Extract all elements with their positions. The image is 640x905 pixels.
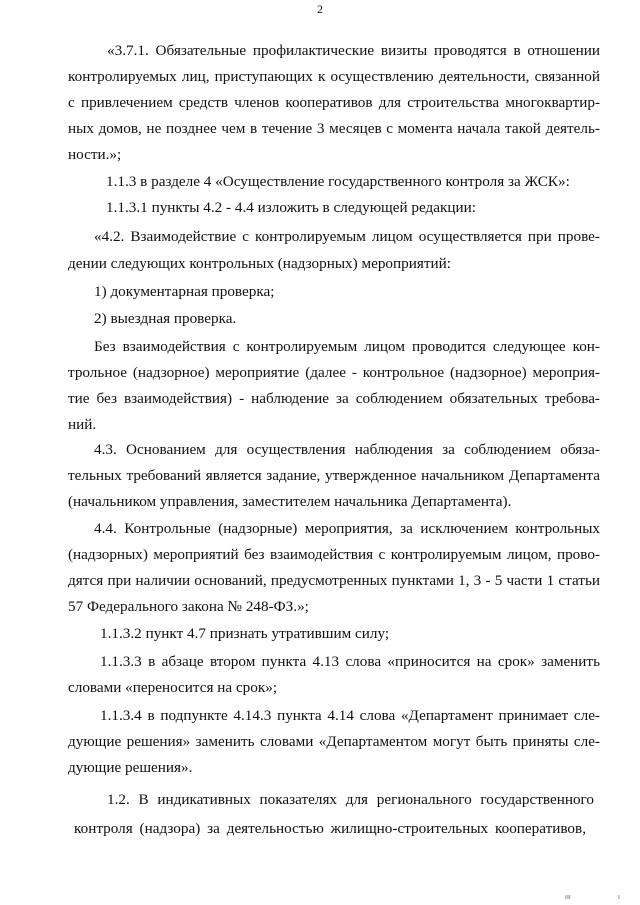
text-line: 4.4. Контрольные (надзорные) мероприятия, за исключением контрольных xyxy=(94,520,600,537)
text-line: 1.2. В индикативных показателях для регионального государственного xyxy=(107,791,594,808)
text-line: ний. xyxy=(68,416,97,433)
text-line: ных домов, не позднее чем в течение 3 месяцев с момента начала такой деятель- xyxy=(68,120,600,137)
text-line: ности.»; xyxy=(68,146,122,163)
text-line: 1.1.3 в разделе 4 «Осуществление государственного контроля за ЖСК»: xyxy=(106,173,570,190)
text-line: «4.2. Взаимодействие с контролируемым лицом осуществляется при прове- xyxy=(94,228,600,245)
text-line: 1.1.3.2 пункт 4.7 признать утратившим силу; xyxy=(100,625,390,642)
text-line: 4.3. Основанием для осуществления наблюдения за соблюдением обяза- xyxy=(94,441,600,458)
text-line: контроля (надзора) за деятельностью жилищно-строительных кооперативов, xyxy=(74,820,586,837)
text-line: 57 Федерального закона № 248-ФЗ.»; xyxy=(68,598,309,615)
text-line: «3.7.1. Обязательные профилактические визиты проводятся в отношении xyxy=(107,42,600,59)
text-line: контролируемых лиц, приступающих к осуществлению деятельности, связанной xyxy=(68,68,600,85)
text-line: словами «переносится на срок»; xyxy=(68,679,278,696)
text-line: 1.1.3.4 в подпункте 4.14.3 пункта 4.14 слова «Департамент принимает сле- xyxy=(100,707,600,724)
text-line: (начальником управления, заместителем начальника Департамента). xyxy=(68,493,512,510)
text-line: 2) выездная проверка. xyxy=(94,310,237,327)
text-line: дятся при наличии оснований, предусмотренных пунктами 1, 3 - 5 части 1 статьи xyxy=(68,572,600,589)
text-line: (надзорных) мероприятий без взаимодействия с контролируемым лицом, прово- xyxy=(68,546,600,563)
text-line: 1.1.3.1 пункты 4.2 - 4.4 изложить в следующей редакции: xyxy=(106,199,476,216)
page-number: 2 xyxy=(317,2,323,16)
text-line: Без взаимодействия с контролируемым лицом проводится следующее кон- xyxy=(94,338,600,355)
text-line: 1) документарная проверка; xyxy=(94,283,275,300)
text-line: 1.1.3.3 в абзаце втором пункта 4.13 слова «приносится на срок» заменить xyxy=(100,653,600,670)
footer-scan-mark-right: ı xyxy=(618,893,620,901)
text-line: тие без взаимодействия) - наблюдение за соблюдением обязательных требова- xyxy=(68,390,600,407)
text-line: дующие решения» заменить словами «Департаментом могут быть приняты сле- xyxy=(68,733,600,750)
text-line: дующие решения». xyxy=(68,759,193,776)
footer-scan-mark: ııı xyxy=(565,893,571,901)
text-line: дении следующих контрольных (надзорных) мероприятий: xyxy=(68,255,451,272)
text-line: с привлечением средств членов кооперативов для строительства многоквартир- xyxy=(68,94,600,111)
text-line: трольное (надзорное) мероприятие (далее - контрольное (надзорное) мероприя- xyxy=(68,364,600,381)
text-line: тельных требований является задание, утвержденное начальником Департамента xyxy=(68,467,600,484)
